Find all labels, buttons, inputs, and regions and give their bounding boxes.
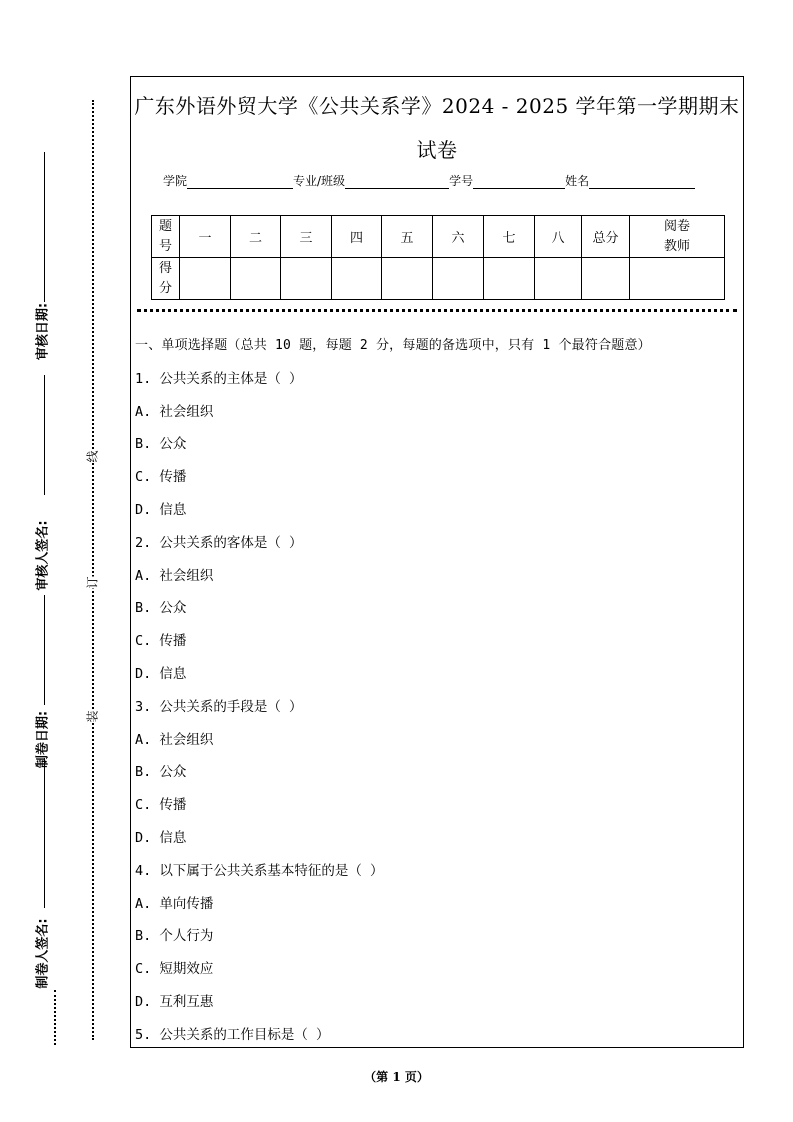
page-number: （第 1 页） [364,1070,429,1084]
option-line: D. 互利互惠 [135,993,214,1010]
reviewer-signature-label: 审核人签名: [35,520,51,591]
college-label: 学院 [163,174,188,188]
name-field[interactable] [589,174,695,189]
question-line: 5. 公共关系的工作目标是（ ） [135,1026,330,1043]
option-line: C. 短期效应 [135,961,214,978]
grader-label: 阅卷 教师 [630,216,725,258]
paper-maker-signature-label: 制卷人签名: [35,918,51,989]
cut-char-line: 线 [85,450,100,463]
option-line: A. 社会组织 [135,567,214,584]
grader-cell[interactable] [630,258,725,300]
option-line: D. 信息 [135,501,187,518]
exam-title-line1: 广东外语外贸大学《公共关系学》2024 - 2025 学年第一学期期末 [134,94,740,118]
score-cell-8[interactable] [535,258,582,300]
col-1: 一 [180,216,231,258]
col-total: 总分 [582,216,630,258]
student-id-field[interactable] [473,174,565,189]
score-table [151,215,725,300]
paper-maker-signature-line [44,758,45,908]
cut-line [92,100,94,1040]
score-cell-4[interactable] [332,258,382,300]
option-line: D. 信息 [135,665,187,682]
col-2: 二 [231,216,281,258]
question-number-label: 题 号 [152,216,180,258]
option-line: A. 社会组织 [135,403,214,420]
question-line: 3. 公共关系的手段是（ ） [135,698,303,715]
question-line: 4. 以下属于公共关系基本特征的是（ ） [135,862,384,879]
review-date-label: 审核日期: [35,302,51,361]
col-4: 四 [332,216,382,258]
score-cell-3[interactable] [281,258,332,300]
option-line: C. 传播 [135,797,187,814]
exam-title [131,84,743,172]
option-line: C. 传播 [135,469,187,486]
reviewer-signature-line [44,375,45,495]
option-line: D. 信息 [135,829,187,846]
exam-title-line2: 试卷 [416,138,458,162]
major-class-label: 专业/班级 [293,174,346,188]
option-line: B. 公众 [135,764,187,781]
header-separator [137,309,737,312]
score-cell-total[interactable] [582,258,630,300]
binding-dotted-left-bottom [54,990,56,1045]
question-list [135,330,740,1052]
question-line: 1. 公共关系的主体是（ ） [135,370,303,387]
paper-made-date-line [44,595,45,705]
col-7: 七 [484,216,535,258]
score-cell-1[interactable] [180,258,231,300]
col-3: 三 [281,216,332,258]
option-line: A. 社会组织 [135,731,214,748]
score-cell-2[interactable] [231,258,281,300]
score-label: 得 分 [152,258,180,300]
paper-made-date-label: 制卷日期: [35,710,51,769]
college-field[interactable] [187,174,293,189]
student-info-row [163,172,695,189]
major-class-field[interactable] [345,174,449,189]
option-line: B. 公众 [135,600,187,617]
option-line: B. 公众 [135,436,187,453]
cut-char-bind: 装 [85,710,100,723]
section-header: 一、单项选择题（总共 10 题，每题 2 分，每题的备选项中，只有 1 个最符合题意） [135,338,651,353]
option-line: C. 传播 [135,633,187,650]
col-6: 六 [433,216,484,258]
option-line: A. 单向传播 [135,895,214,912]
name-label: 姓名 [565,174,590,188]
score-table-header-row [152,216,725,258]
score-table-score-row [152,258,725,300]
student-id-label: 学号 [449,174,474,188]
score-cell-7[interactable] [484,258,535,300]
question-line: 2. 公共关系的客体是（ ） [135,534,303,551]
cut-char-staple: 订 [85,576,100,589]
option-line: B. 个人行为 [135,928,214,945]
score-cell-5[interactable] [382,258,433,300]
review-date-line [44,152,45,302]
score-cell-6[interactable] [433,258,484,300]
col-8: 八 [535,216,582,258]
col-5: 五 [382,216,433,258]
